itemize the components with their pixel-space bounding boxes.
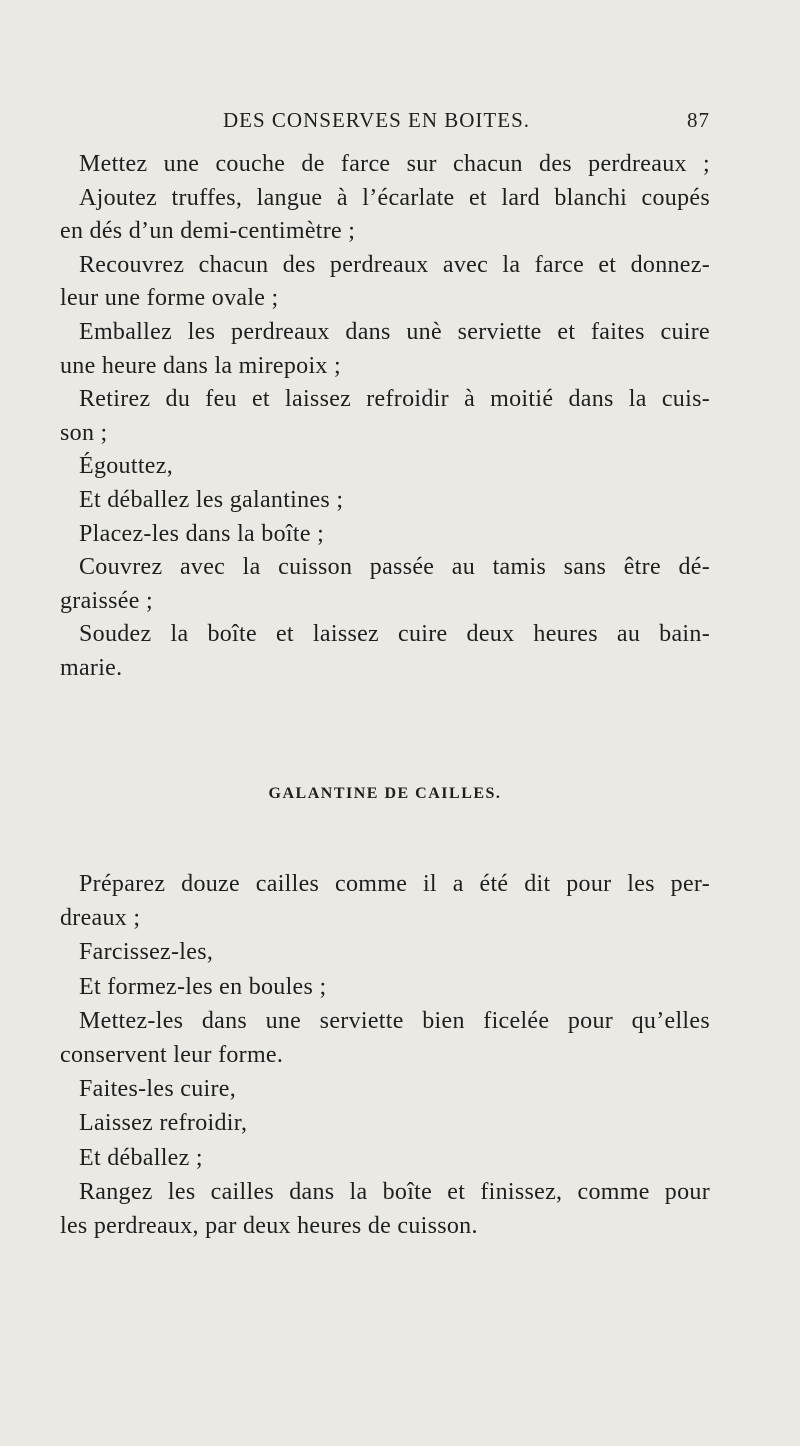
text-line: marie. — [60, 655, 123, 681]
text-line: Laissez refroidir, — [79, 1110, 248, 1137]
text-line: Retirez du feu et laissez refroidir à moitié dans la cuis- — [79, 386, 710, 413]
text-line: conservent leur forme. — [60, 1042, 284, 1068]
text-line: Couvrez avec la cuisson passée au tamis sans être dé- — [79, 554, 710, 581]
text-line: son ; — [60, 419, 108, 446]
text-line: Soudez la boîte et laissez cuire deux heures au bain- — [79, 621, 710, 648]
text-line: Mettez une couche de farce sur chacun des perdreaux ; — [79, 151, 710, 177]
text-line: Placez-les dans la boîte ; — [79, 520, 325, 547]
text-line: Recouvrez chacun des perdreaux avec la farce et donnez- — [79, 251, 710, 278]
running-head — [60, 108, 710, 138]
text-line: Et déballez ; — [79, 1144, 203, 1171]
text-line: Préparez douze cailles comme il a été dit pour les per- — [79, 871, 710, 897]
text-line: Faites-les cuire, — [79, 1076, 237, 1103]
text-line: Rangez les cailles dans la boîte et finissez, comme pour — [79, 1178, 710, 1205]
text-line: leur une forme ovale ; — [60, 285, 279, 312]
text-line: Mettez-les dans une serviette bien ficelée pour qu’elles — [79, 1007, 710, 1034]
text-line: Et formez-les en boules ; — [79, 973, 327, 1000]
running-title: DES CONSERVES EN BOITES. — [223, 108, 531, 132]
text-line: Ajoutez truffes, langue à l’écarlate et lard blanchi coupés — [79, 184, 710, 211]
page-number: 87 — [687, 108, 710, 132]
text-line: graissée ; — [60, 587, 153, 614]
text-line: les perdreaux, par deux heures de cuisson. — [60, 1213, 478, 1239]
text-line: en dés d’un demi-centimètre ; — [60, 218, 356, 245]
text-line: une heure dans la mirepoix ; — [60, 352, 341, 379]
text-line: Emballez les perdreaux dans unè serviette et faites cuire — [79, 319, 710, 345]
text-line: Et déballez les galantines ; — [79, 487, 344, 513]
text-line: Égouttez, — [79, 453, 174, 480]
section-title: GALANTINE DE CAILLES. — [268, 785, 502, 802]
text-line: Farcissez-les, — [79, 939, 214, 966]
text-line: dreaux ; — [60, 905, 141, 932]
